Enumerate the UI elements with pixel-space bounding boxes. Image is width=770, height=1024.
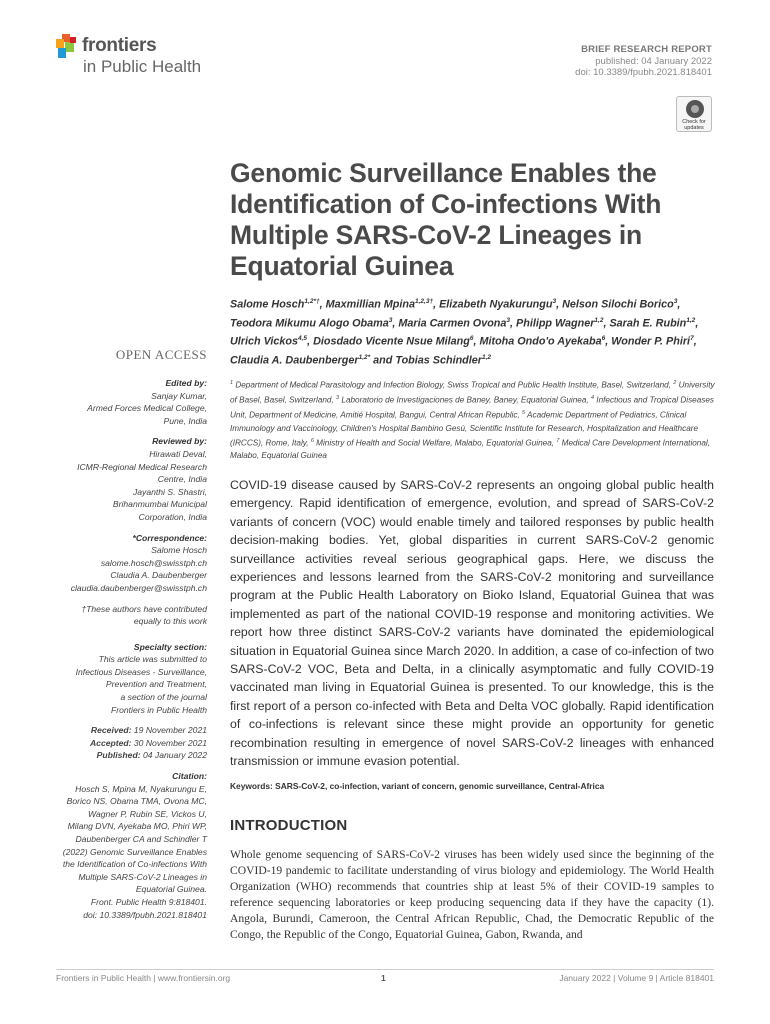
keywords-label: Keywords: bbox=[230, 781, 273, 791]
affiliation-text: Medical Care Development International, Malabo, Equatorial Guinea bbox=[230, 438, 711, 461]
sidebar-line: Hirawati Deval, bbox=[149, 448, 207, 459]
affiliation-number: 4 bbox=[590, 395, 595, 402]
abstract: COVID-19 disease caused by SARS-CoV-2 represents an ongoing global public health emergency. Rapid identification of emergence, evolution, and spread of SARS-CoV-2 variants of concern (VOC) would enable timely and tailored responses by public health decision-making bodies. Yet, global disparities in current SARS-CoV-2 genomic surveillance activities reveal serious geographical gaps. Here, we discuss the experiences and lessons learned from the SARS-CoV-2 monitoring and surveillance program at the Public Health Laboratory on Bioko Island, Equatorial Guinea that was implemented as part of the national COVID-19 response and monitoring activities. We report how three distinct SARS-CoV-2 variants have dominated the epidemiological situation in Equatorial Guinea since March 2020. In addition, a case of co-infection of two SARS-CoV-2 VOC, Beta and Delta, in a clinically asymptomatic and fully COVID-19 vaccinated man living in Equatorial Guinea is presented. To our knowledge, this is the first report of a person co-infected with Beta and Delta VOC globally. Rapid identification of co-infections is relevant since these might provide an opportunity for genetic recombination resulting in emergence of novel SARS-CoV-2 lineages with enhanced transmission or immune evasion potential. bbox=[230, 478, 714, 769]
specialty-heading: Specialty section: bbox=[133, 641, 207, 652]
published-date: published: 04 January 2022 bbox=[595, 55, 712, 67]
footer-divider bbox=[56, 969, 714, 970]
sidebar-line: †These authors have contributed bbox=[81, 603, 207, 614]
sidebar-line: Pune, India bbox=[163, 415, 207, 426]
correspondence-list[interactable] bbox=[40, 544, 207, 594]
sidebar-line: Corporation, India bbox=[138, 511, 207, 522]
sidebar-line: Armed Forces Medical College, bbox=[87, 403, 207, 414]
affiliation-text: University of Basel, Basel, Switzerland, bbox=[230, 380, 715, 405]
frontiers-logo-icon bbox=[56, 34, 78, 60]
author-name[interactable]: Philipp Wagner bbox=[516, 317, 595, 330]
reviewed-by-list bbox=[40, 448, 207, 524]
footer-issue: January 2022 | Volume 9 | Article 818401 bbox=[559, 973, 714, 983]
sidebar-line: Salome Hosch bbox=[151, 545, 207, 556]
correspondence-heading: *Correspondence: bbox=[132, 532, 207, 543]
journal-logo bbox=[56, 32, 226, 80]
section-heading-introduction: INTRODUCTION bbox=[230, 817, 348, 834]
author-name[interactable]: Diosdado Vicente Nsue Milang bbox=[313, 335, 470, 348]
sidebar-line: Frontiers in Public Health bbox=[110, 704, 207, 715]
specialty-list bbox=[40, 653, 207, 716]
sidebar-line: Centre, India bbox=[157, 474, 207, 485]
sidebar-line: equally to this work bbox=[133, 616, 207, 627]
author-name[interactable]: Wonder P. Phiri bbox=[611, 335, 691, 348]
page-number: 1 bbox=[381, 973, 386, 983]
crossmark-icon bbox=[686, 100, 704, 118]
logo-wordmark-journal: in Public Health bbox=[83, 57, 202, 76]
equal-contribution-note bbox=[40, 603, 207, 628]
affiliation-number: 2 bbox=[673, 380, 677, 386]
sidebar-line: a section of the journal bbox=[120, 692, 207, 703]
affiliation-number: 3 bbox=[336, 395, 340, 402]
author-name[interactable]: Elizabeth Nyakurungu bbox=[439, 298, 553, 311]
sidebar-line: the Identification of Co-infections With bbox=[62, 859, 207, 870]
received-line: Received: 19 November 2021 bbox=[90, 725, 207, 736]
author-name[interactable]: Maria Carmen Ovona bbox=[398, 317, 507, 330]
reviewed-by-heading: Reviewed by: bbox=[152, 436, 207, 447]
article-type: BRIEF RESEARCH REPORT bbox=[581, 44, 712, 55]
author-affiliation-ref: 3 bbox=[388, 316, 393, 324]
affiliation-number: 5 bbox=[522, 410, 526, 417]
affiliation-text: Academic Department of Pediatrics, Clinical Immunology and Vaccinology, Children's Hospital Bambino Gesù, Scientific Institute for Research, Hospitalization and Healthcare (IRCCS), Rome, Italy, bbox=[230, 411, 699, 448]
sidebar-line: Milang DVN, Ayekaba MO, Phiri WP, bbox=[67, 821, 207, 832]
affiliation-text: Infectious and Tropical Diseases Unit, Department of Medicine, Amitié Hospital, Bangui, Central African Republic, bbox=[230, 395, 715, 421]
sidebar-line: salome.hosch@swisstph.ch bbox=[100, 557, 207, 568]
author-name[interactable]: Nelson Silochi Borico bbox=[562, 298, 674, 311]
article-sidebar bbox=[40, 377, 207, 921]
check-badge-label: Check for updates bbox=[682, 119, 706, 131]
affiliation-text: Laboratorio de Investigaciones de Baney, Baney, Equatorial Guinea, bbox=[339, 395, 591, 405]
author-affiliation-ref: 3 bbox=[506, 316, 511, 324]
sidebar-line: Multiple SARS-CoV-2 Lineages in bbox=[78, 871, 207, 882]
author-name[interactable]: Sarah E. Rubin bbox=[609, 317, 687, 330]
sidebar-line: Brihanmumbai Municipal bbox=[112, 499, 207, 510]
author-affiliation-ref: 1,2 bbox=[686, 316, 696, 324]
author-list: Salome Hosch$^{1,2*\dagger}$, Maxmillian Mpina$^{1,2,3\dagger}$, Elizabeth Nyakurungu$^3$, Nelson Silochi Borico$^3$, Teodora Mikumu Alogo Obama$^3$, Maria Carmen Ovona$^3$, Philipp Wagner$^{1,2}$, Sarah E. Rubin$^{1,2}$, Ulrich Vickos$^{4,5}$, Diosdado Vicente Nsue Milang$^6$, Mitoha Ondo'o Ayekaba$^6$, Wonder P. Phiri$^7$, Claudia A. Daubenberger$^{1,2*}$ and Tobias Schindler$^{1,2}$ bbox=[230, 298, 699, 367]
author-affiliation-ref: 3 bbox=[552, 298, 557, 305]
affiliation-text: Ministry of Health and Social Welfare, Malabo, Equatorial Guinea, bbox=[313, 438, 557, 448]
article-meta bbox=[575, 44, 712, 79]
author-affiliation-ref: 6 bbox=[601, 335, 606, 343]
citation-list bbox=[40, 783, 207, 922]
author-name[interactable]: Claudia A. Daubenberger bbox=[230, 354, 359, 367]
keywords-text: SARS-CoV-2, co-infection, variant of concern, genomic surveillance, Central-Africa bbox=[275, 781, 605, 791]
author-affiliation-ref: 1,2 bbox=[594, 316, 604, 324]
accepted-line: Accepted: 30 November 2021 bbox=[89, 737, 207, 748]
logo-wordmark-frontiers: frontiers bbox=[82, 35, 157, 56]
sidebar-line: ICMR-Regional Medical Research bbox=[77, 461, 207, 472]
check-for-updates-badge[interactable] bbox=[676, 96, 712, 132]
sidebar-line: Prevention and Treatment, bbox=[105, 679, 207, 690]
sidebar-line: Front. Public Health 9:818401. bbox=[90, 896, 207, 907]
author-affiliation-ref: 1,2 bbox=[481, 353, 492, 361]
affiliation-number: 6 bbox=[310, 438, 314, 445]
author-affiliation-ref: 4,5 bbox=[298, 335, 308, 343]
sidebar-line: Daubenberger CA and Schindler T bbox=[75, 834, 207, 844]
sidebar-line: Wagner P, Rubin SE, Vickos U, bbox=[88, 808, 207, 819]
author-name[interactable]: Salome Hosch bbox=[230, 298, 305, 311]
footer-journal[interactable]: Frontiers in Public Health | www.frontiersin.org bbox=[56, 973, 231, 983]
sidebar-line: Claudia A. Daubenberger bbox=[110, 570, 207, 581]
author-affiliation-ref: 3 bbox=[673, 298, 678, 305]
citation-heading: Citation: bbox=[172, 771, 207, 782]
author-affiliation-ref: 6 bbox=[469, 335, 474, 343]
sidebar-line: Sanjay Kumar, bbox=[151, 390, 207, 401]
sidebar-line: (2022) Genomic Surveillance Enables bbox=[62, 846, 207, 857]
edited-by-heading: Edited by: bbox=[165, 378, 207, 388]
author-affiliation-ref: 7 bbox=[690, 335, 694, 343]
sidebar-line: Borico NS, Obama TMA, Ovona MC, bbox=[66, 796, 207, 807]
author-name[interactable]: Mitoha Ondo'o Ayekaba bbox=[479, 335, 602, 348]
article-title: Genomic Surveillance Enables the Identification of Co-infections With Multiple SARS-CoV-2 Lineages in Equatorial Guinea bbox=[230, 158, 662, 281]
author-name[interactable]: Ulrich Vickos bbox=[230, 335, 299, 348]
published-line: Published: 04 January 2022 bbox=[96, 750, 207, 761]
edited-by-list bbox=[40, 390, 207, 428]
affiliation-number: 1 bbox=[230, 380, 234, 386]
author-affiliation-ref: 1,2,3† bbox=[415, 298, 434, 305]
sidebar-line: Equatorial Guinea. bbox=[135, 884, 207, 895]
sidebar-line: This article was submitted to bbox=[98, 654, 207, 665]
affiliation-text: Department of Medical Parasitology and Infection Biology, Swiss Tropical and Public Health Institute, Basel, Switzerland, bbox=[233, 380, 674, 390]
sidebar-line: Jayanthi S. Shastri, bbox=[132, 486, 207, 497]
affiliations bbox=[230, 377, 720, 463]
sidebar-line: doi: 10.3389/fpubh.2021.818401 bbox=[83, 909, 207, 920]
sidebar-line: claudia.daubenberger@swisstph.ch bbox=[70, 582, 207, 593]
affiliation-number: 7 bbox=[556, 438, 560, 445]
author-name[interactable]: Teodora Mikumu Alogo Obama bbox=[230, 317, 389, 330]
author-name[interactable]: Tobias Schindler bbox=[395, 354, 482, 367]
open-access-label: OPEN ACCESS bbox=[115, 347, 207, 362]
sidebar-line: Hosch S, Mpina M, Nyakurungu E, bbox=[75, 783, 207, 794]
author-conjunction: and bbox=[373, 354, 393, 367]
author-affiliation-ref: 1,2* bbox=[358, 353, 371, 361]
keywords bbox=[230, 781, 714, 792]
author-affiliation-ref: 1,2*† bbox=[304, 298, 320, 305]
introduction-text: Whole genome sequencing of SARS-CoV-2 viruses has been widely used since the beginning of the COVID-19 pandemic to facilitate understanding of virus biology and epidemiology. The World Health Organization (WHO) recommends that countries ship at least 5% of their COVID-19 samples to reference sequencing laboratories or keep producing sequencing data if they have the capacity (1). Angola, Burundi, Cameroon, the Central African Republic, Chad, the Democratic Republic of the Congo, the Republic of the Congo, Equatorial Guinea, Gabon, Rwanda, and bbox=[230, 848, 714, 941]
author-name[interactable]: Maxmillian Mpina bbox=[325, 298, 415, 311]
sidebar-line: Infectious Diseases - Surveillance, bbox=[75, 666, 207, 677]
article-doi[interactable]: doi: 10.3389/fpubh.2021.818401 bbox=[575, 67, 712, 78]
